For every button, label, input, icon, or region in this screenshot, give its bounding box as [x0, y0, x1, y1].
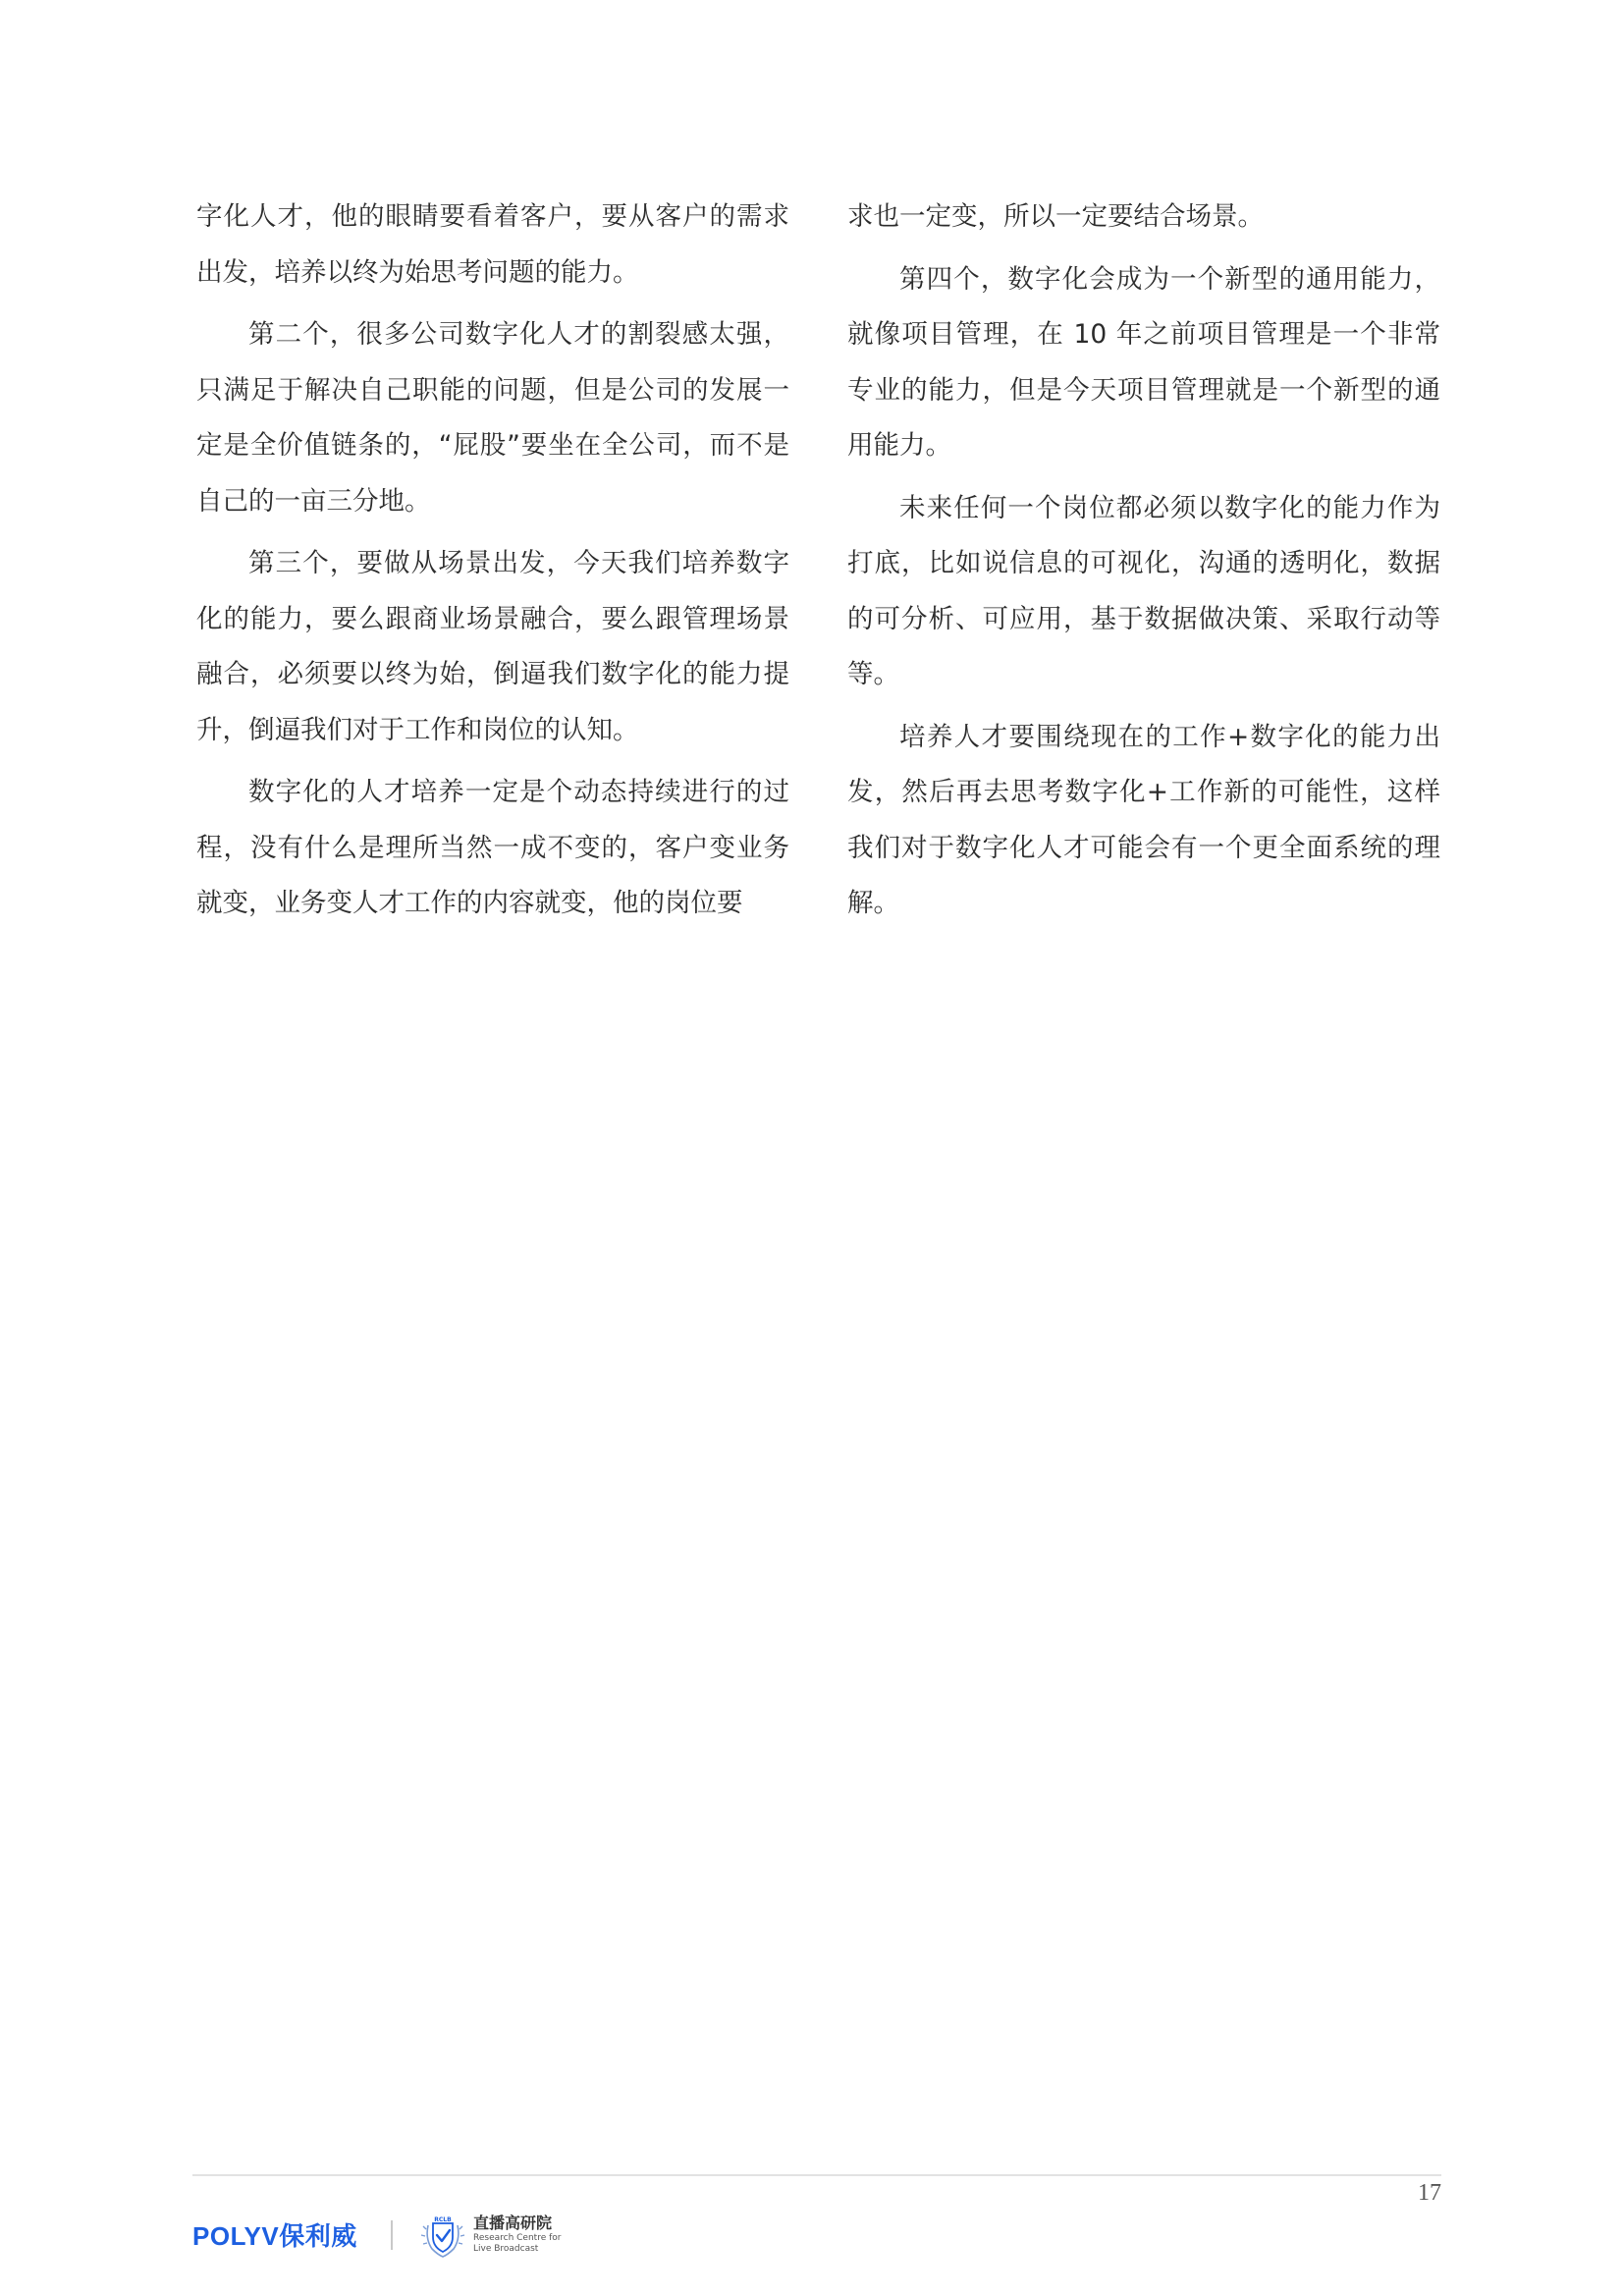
page-number: 17	[1418, 2180, 1441, 2206]
institute-name-english-line1: Research Centre for	[473, 2233, 562, 2243]
institute-name: 直播高研院	[473, 2214, 553, 2232]
rclb-seal-icon	[420, 2212, 465, 2259]
paragraph-second-point: 第二个，很多公司数字化人才的割裂感太强，只满足于解决自己职能的问题，但是公司的发展一定是全价值链条的，“屁股”要坐在全公司，而不是自己的一亩三分地。	[196, 319, 789, 517]
institute-name-english-line2: Live Broadcast	[473, 2244, 539, 2254]
text-column-right	[847, 190, 1440, 939]
paragraph-dynamic-training: 数字化的人才培养一定是个动态持续进行的过程，没有什么是理所当然一成不变的，客户变业务就变，业务变人才工作的内容就变，他的岗位要	[196, 777, 789, 918]
paragraph-continued: 字化人才，他的眼睛要看着客户，要从客户的需求出发，培养以终为始思考问题的能力。	[196, 201, 789, 288]
paragraph-continued-right: 求也一定变，所以一定要结合场景。	[847, 201, 1264, 232]
footer-divider	[192, 2174, 1441, 2176]
polyv-logo: POLYV保利威	[192, 2221, 357, 2251]
institute-name-english	[473, 2233, 561, 2255]
paragraph-future-roles: 未来任何一个岗位都必须以数字化的能力作为打底，比如说信息的可视化，沟通的透明化，数据的可分析、可应用，基于数据做决策、采取行动等等。	[847, 492, 1440, 689]
logo-divider	[391, 2220, 393, 2250]
text-column-left	[196, 190, 789, 939]
paragraph-third-point: 第三个，要做从场景出发，今天我们培养数字化的能力，要么跟商业场景融合，要么跟管理场景融合，必须要以终为始，倒逼我们数字化的能力提升，倒逼我们对于工作和岗位的认知。	[196, 548, 789, 745]
paragraph-talent-cultivation: 培养人才要围绕现在的工作+数字化的能力出发，然后再去思考数字化+工作新的可能性，这样我们对于数字化人才可能会有一个更全面系统的理解。	[847, 721, 1440, 918]
paragraph-fourth-point: 第四个，数字化会成为一个新型的通用能力，就像项目管理，在 10 年之前项目管理是一个非常专业的能力，但是今天项目管理就是一个新型的通用能力。	[847, 263, 1440, 461]
rclb-badge-text: RCLB	[434, 2216, 452, 2223]
